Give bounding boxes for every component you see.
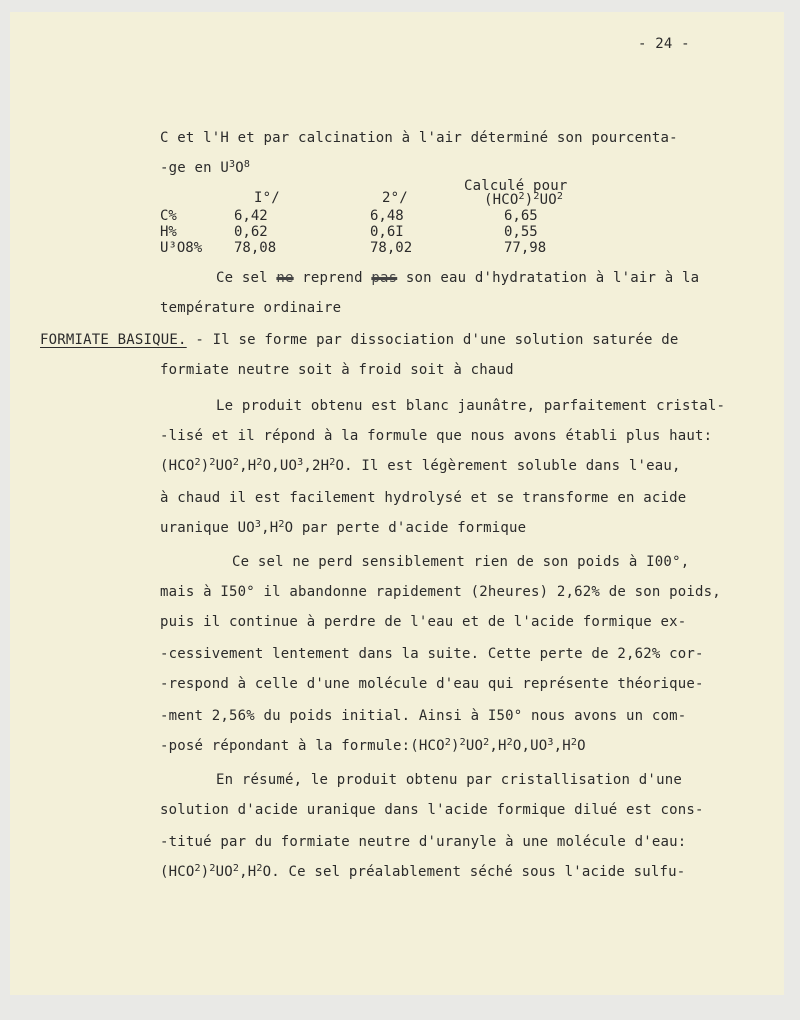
row-value-2: 0,6I (370, 224, 404, 240)
para1-line-2: -lisé et il répond à la formule que nous avons établi plus haut: (160, 428, 713, 444)
para3-line-3: -titué par du formiate neutre d'uranyle à une molécule d'eau: (160, 834, 687, 850)
row-value-2: 6,48 (370, 208, 404, 224)
para2-line-5: -respond à celle d'une molécule d'eau qui représente théorique- (160, 676, 704, 692)
para2-line-4: -cessivement lentement dans la suite. Cette perte de 2,62% cor- (160, 646, 704, 662)
table-header-col1: I°/ (254, 190, 280, 206)
row-value-1: 78,08 (234, 240, 277, 256)
para3-line-2: solution d'acide uranique dans l'acide formique dilué est cons- (160, 802, 704, 818)
table-header-calc-line2: $(HCO^2)^2UO^2$ (484, 191, 564, 208)
row-value-2: 78,02 (370, 240, 413, 256)
struck-word: pas (371, 270, 398, 286)
intro-line-1: C et l'H et par calcination à l'air déterminé son pourcenta- (160, 130, 678, 146)
row-value-3: 6,65 (504, 208, 538, 224)
row-label: U³O8% (160, 240, 203, 256)
row-value-3: 77,98 (504, 240, 547, 256)
para2-line-2: mais à I50° il abandonne rapidement (2heures) 2,62% de son poids, (160, 584, 721, 600)
struck-word: ne (276, 270, 294, 286)
para1-line-1: Le produit obtenu est blanc jaunâtre, parfaitement cristal- (216, 398, 726, 414)
section-line-1: FORMIATE BASIQUE. - Il se forme par dissociation d'une solution saturée de (40, 332, 679, 348)
page-number: - 24 - (638, 36, 690, 52)
hydration-line-1: Ce sel ne reprend pas son eau d'hydratation à l'air à la (216, 270, 700, 286)
para2-line-1: Ce sel ne perd sensiblement rien de son poids à I00°, (232, 554, 690, 570)
typed-page (10, 12, 784, 995)
intro-line-2: -ge en $U^3O^8$ (160, 159, 251, 176)
para1-line-3: $(HCO^2)^2UO^2,H^2O,UO^3,2H^2O$. Il est légèrement soluble dans l'eau, (160, 457, 681, 474)
table-header-col2: 2°/ (382, 190, 408, 206)
para3-line-4: $(HCO^2)^2UO^2,H^2O$. Ce sel préalablement séché sous l'acide sulfu- (160, 863, 686, 880)
section-heading: FORMIATE BASIQUE. (40, 332, 187, 348)
section-line-2: formiate neutre soit à froid soit à chaud (160, 362, 514, 378)
hydration-line-2: température ordinaire (160, 300, 342, 316)
row-value-1: 6,42 (234, 208, 268, 224)
table-header-calc-line1: Calculé pour (464, 178, 568, 194)
para1-line-5: uranique $UO^3,H^2O$ par perte d'acide formique (160, 519, 527, 536)
para2-line-6: -ment 2,56% du poids initial. Ainsi à I50° nous avons un com- (160, 708, 687, 724)
para3-line-1: En résumé, le produit obtenu par cristallisation d'une (216, 772, 682, 788)
para2-line-3: puis il continue à perdre de l'eau et de l'acide formique ex- (160, 614, 687, 630)
row-label: C% (160, 208, 177, 224)
row-value-1: 0,62 (234, 224, 268, 240)
row-label: H% (160, 224, 177, 240)
para2-line-7: -posé répondant à la $formule:(HCO^2)^2UO^2,H^2O,UO^3,H^2O$ (160, 737, 586, 754)
row-value-3: 0,55 (504, 224, 538, 240)
para1-line-4: à chaud il est facilement hydrolysé et se transforme en acide (160, 490, 687, 506)
